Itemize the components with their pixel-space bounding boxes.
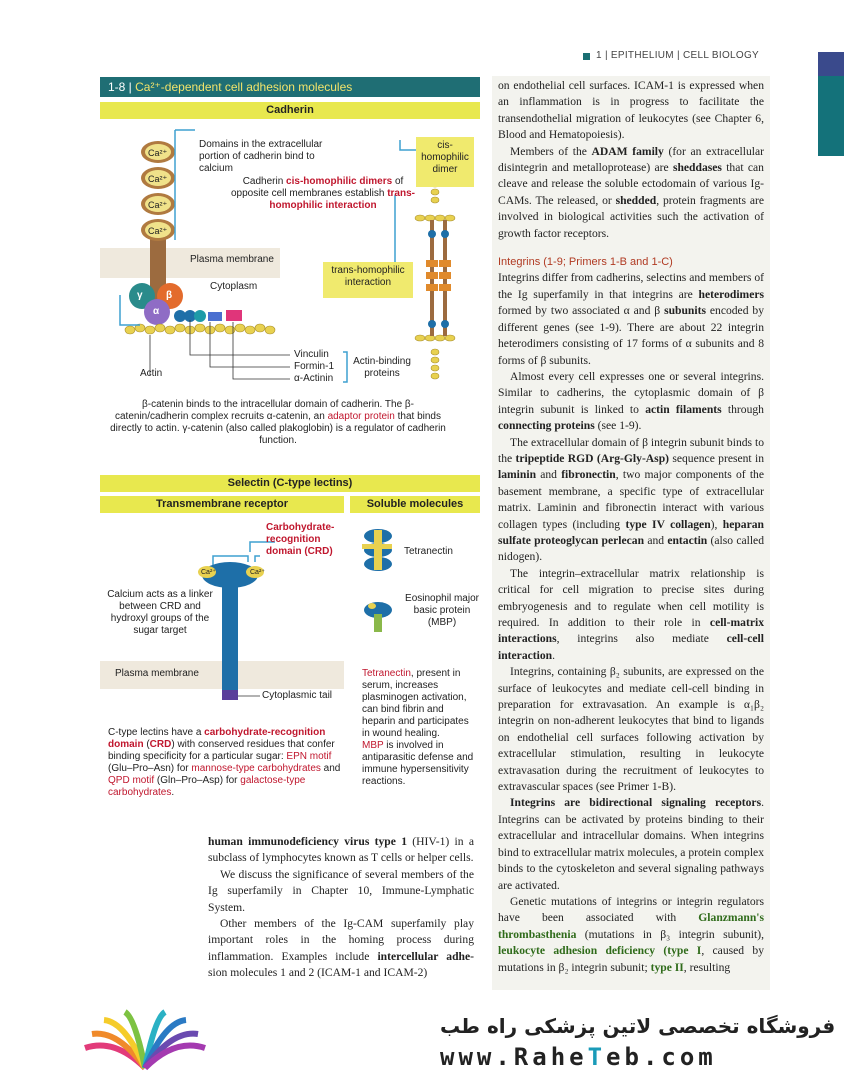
vinculin-label: Vinculin bbox=[294, 349, 329, 360]
cis-note: Cadherin cis-homophilic dimers of opposite cell membranes establish trans-homophilic interaction bbox=[231, 176, 415, 211]
trans-homophilic-box: trans-homophilic interaction bbox=[323, 262, 413, 298]
chapter-tab bbox=[818, 76, 844, 156]
ca-small-left: Ca²⁺ bbox=[201, 569, 216, 576]
mbp-label: Eosinophil major basic protein (MBP) bbox=[405, 593, 479, 628]
section-heading-integrins: Integrins bbox=[498, 256, 541, 269]
domains-note: Domains in the extracellular portion of cadherin bind to calcium bbox=[199, 139, 323, 174]
actin-label: Actin bbox=[140, 368, 163, 379]
cytoplasm-label: Cytoplasm bbox=[210, 281, 258, 292]
tetranectin-label: Tetranectin bbox=[404, 546, 453, 557]
ca-label-1: Ca²⁺ bbox=[148, 148, 168, 158]
transmembrane-bar: Transmembrane receptor bbox=[100, 496, 344, 513]
figure-title: 1-8 | Ca²⁺-dependent cell adhesion molecules bbox=[100, 77, 480, 97]
beta-catenin: β bbox=[166, 290, 173, 301]
soluble-bar: Soluble molecules bbox=[350, 496, 480, 513]
chapter-tab-top bbox=[818, 52, 844, 76]
gamma-catenin: γ bbox=[137, 290, 143, 301]
selectin-bar: Selectin (C-type lectins) bbox=[100, 475, 480, 492]
ca-label-2: Ca²⁺ bbox=[148, 174, 168, 184]
selectin-plasma-membrane: Plasma membrane bbox=[115, 668, 199, 679]
header-marker bbox=[583, 53, 590, 60]
ca-label-4: Ca²⁺ bbox=[148, 226, 168, 236]
book-logo-icon bbox=[80, 1008, 210, 1074]
alpha-catenin: α bbox=[153, 306, 160, 317]
cadherin-caption: β-catenin binds to the intracellular domain of cadherin. The β-catenin/cadherin complex recruits α-catenin, an adaptor protein that binds directly to actin. γ-catenin (also called plakoglobin) is a regulator of cadherin function. bbox=[110, 399, 446, 446]
plasma-membrane-label: Plasma membrane bbox=[190, 254, 274, 265]
running-header: 1 | EPITHELIUM | CELL BIOLOGY bbox=[596, 50, 760, 61]
cytoplasmic-tail-label: Cytoplasmic tail bbox=[262, 690, 333, 701]
actin-binding-label: Actin-binding proteins bbox=[353, 356, 411, 379]
left-body-text: human immunodeficiency virus type 1 (HIV-1) in a subclass of lymphocytes known as T cells or helper cells. We discuss the significance of several members of the Ig superfamily in Chapter 10, Immune-Lymphatic System. Other members of the Ig-CAM superfamily play important roles in the homing process during inflammation. Examples include intercellular adhe- sion molecules 1 and 2 (ICAM-1 and ICAM-2) bbox=[208, 835, 474, 980]
soluble-description: Tetranectin, present in serum, increases plasminogen activation, can bind fibrin and heparin and participates in wound healing. MBP is involved in antiparasitic defense and immune hypersensitivity reactions. bbox=[362, 668, 474, 787]
alpha-actinin-label: α-Actinin bbox=[294, 373, 334, 384]
calcium-note: Calcium acts as a linker between CRD and hydroxyl groups of the sugar target bbox=[107, 589, 213, 636]
store-name: فروشگاه تخصصی لاتین پزشکی راه طب bbox=[440, 1014, 836, 1038]
store-url: www.RaheTeb.com bbox=[440, 1043, 717, 1071]
cadherin-bar: Cadherin bbox=[100, 102, 480, 119]
ca-label-3: Ca²⁺ bbox=[148, 200, 168, 210]
cis-homophilic-box: cis-homophilic dimer bbox=[416, 137, 474, 187]
ca-small-right: Ca²⁺ bbox=[250, 569, 265, 576]
right-body-text: on endothelial cell surfaces. ICAM-1 is expressed when an inflammation is in progress to facilitate the transendothelial migration of leukocytes (see Chapter 6, Blood and Hematopoiesis). Members of the ADAM family (for an extracellular disintegrin and metalloprotease) are sheddases that can cleave and release the soluble ectodomain of various Ig-CAMs. The released, or shedded, protein fragments are involved in biological activities such the activation of growth factor receptors. Integrins (1-9; Primers 1-B and 1-C) Integrins differ from cadherins, selectins and members of the Ig superfamily in that integrins are heterodimers formed by two associated α and β subunits encoded by different genes (see 1-9). There are about 22 integrin heterodimers consisting of 17 forms of α subunits and 8 forms of β subunits. Almost every cell expresses one or several integrins. Similar to cadherins, the cytoplasmic domain of β integrin subunit is linked to actin filaments through connecting proteins (see 1-9). The extracellular domain of β integrin subunit binds to the tripeptide RGD (Arg-Gly-Asp) sequence present in laminin and fibronectin, two major components of the basement membrane, a specific type of extracellular matrix. Laminin and fibronectin interact with various collagen types (including type IV collagen), heparan sulfate proteoglycan perlecan and entactin (also called nidogen). The integrin–extracellular matrix relationship is critical for cell migration to precise sites during embryogenesis and to regulate when cell motility is required. In addition to their role in cell-matrix interactions, integrins also mediate cell-cell interaction. Integrins, containing β₂ subunits, are expressed on the surface of leukocytes and mediate cell-cell binding in preparation for extravasation. An example is α₁β₂ integrin on non-adherent leukocytes that bind to ligands on endothelial cell surfaces following activation by extracellular stimulation, resulting in leukocyte extravasation during the recruitment of leukocytes to extravascular spaces (see Primer 1-B). Integrins are bidirectional signaling receptors. Integrins can be activated by proteins binding to their extracellular and intracellular domains. When integrins bind to extracellular matrix molecules, a protein complex binds to the cytoskeleton and several signaling pathways are activated. Genetic mutations of integrins or integrin regulators have been associated with Glanzmann's thrombasthenia (mutations in β₃ integrin subunit), leukocyte adhesion deficiency (type I, caused by mutations in β₂ integrin subunit; type II, resulting bbox=[492, 76, 770, 994]
crd-label: Carbohydrate-recognition domain (CRD) bbox=[266, 522, 335, 557]
selectin-caption: C-type lectins have a carbohydrate-recognition domain (CRD) with conserved residues that confer binding specificity for a particular sugar: EPN motif (Glu–Pro–Asn) for mannose-type carbohydrates and QPD motif (Gln–Pro–Asp) for galactose-type carbohydrates. bbox=[108, 727, 341, 798]
formin-label: Formin-1 bbox=[294, 361, 335, 372]
